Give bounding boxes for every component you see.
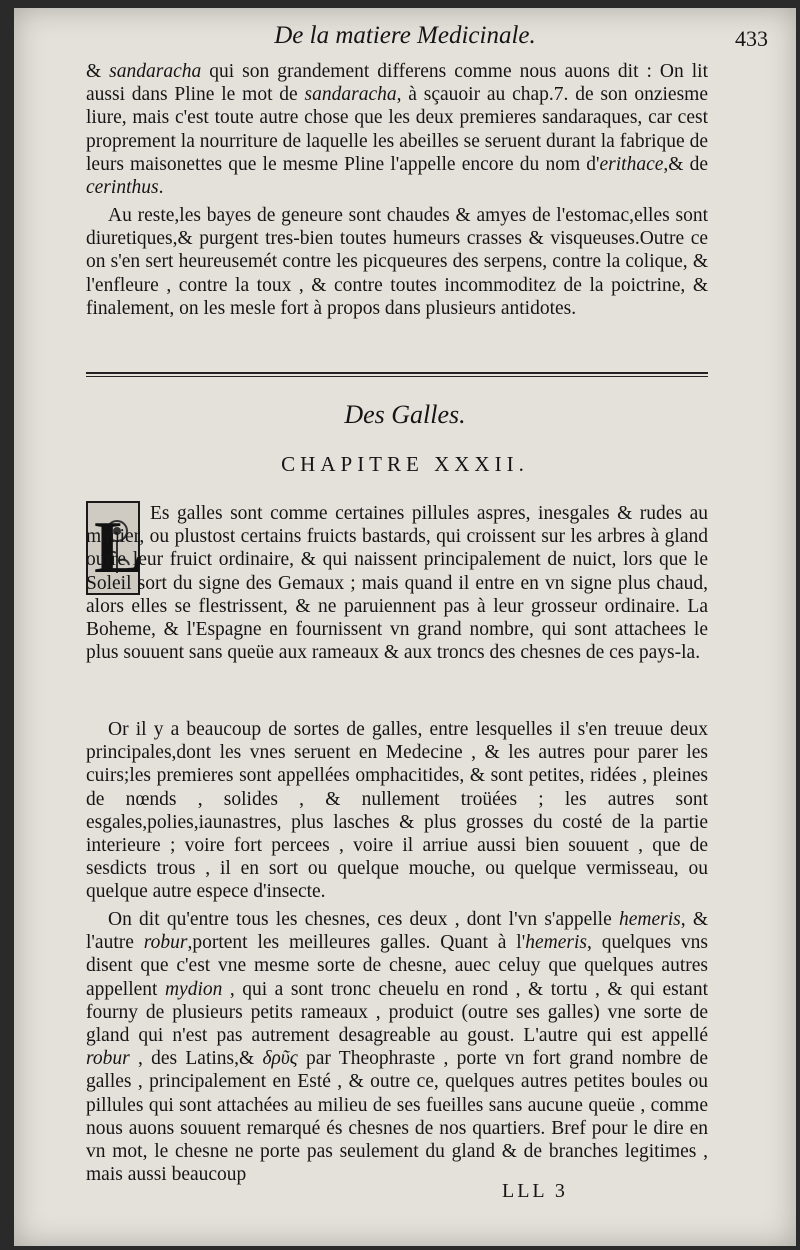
page-header <box>14 22 796 62</box>
chapter-paragraph-1: Es galles sont comme certaines pillules aspres, inesgales & rudes au manier, ou plustost certains fruicts bastards, qui croissent sur les arbres à gland outre leur fruict ordinaire, & qui naissent principalement de nuict, lors que le Soleil sort du signe des Gemaux ; mais quand il entre en vn signe plus chaud, alors elles se flestrissent, & ne paruiennent pas à leur grosseur ordinaire. La Boheme, & l'Espagne en fournissent vn grand nombre, qui sont attachees le plus souuent sans queüe aux rameaux & aux troncs des chesnes de ces pays-la. <box>86 503 708 664</box>
italic-term: mydion <box>164 978 223 1000</box>
running-title: De la matiere Medicinale. <box>274 22 536 49</box>
italic-term: robur <box>143 932 188 954</box>
italic-term: hemeris <box>525 932 587 954</box>
italic-term: erithace <box>599 153 664 175</box>
book-page <box>14 8 796 1246</box>
italic-term: sandaracha <box>304 84 397 106</box>
italic-term: hemeris <box>618 909 681 930</box>
intro-paragraph-2: Au reste,les bayes de geneure sont chaudes & amyes de l'estomac,elles sont diuretiques,& purgent tres-bien toutes humeurs crasses & visqueuses.Outre ce on s'en sert heureusemét contre les picqueures des serpens, contre la colique, & l'enfleure , contre la toux , & contre toutes incommoditez de la poictrine, & finalement, on les mesle fort à propos dans plusieurs antidotes. <box>86 205 708 319</box>
chapter-heading: CHAPITRE XXXII. <box>281 452 529 476</box>
section-divider-rule <box>86 372 708 377</box>
section-title: Des Galles. <box>344 400 466 429</box>
chapter-paragraph-2: Or il y a beaucoup de sortes de galles, entre lesquelles il s'en treuue deux principales,dont les vnes seruent en Medecine , & les autres pour parer les cuirs;les premieres sont appellées omphacitides, & sont petites, ridées , pleines de nœnds , solides , & nullement troüées ; les autres sont esgales,polies,iaunastres, plus lasches & plus grosses du costé de la partie interieure ; voire fort percees , voire il arriue aussi bien souuent , que de sesdicts trous , il en sort ou quelque mouche, ou quelque vermisseau, ou quelque autre espece d'insecte. <box>86 719 708 903</box>
drop-cap-letter: L <box>94 507 144 589</box>
italic-term: cerinthus <box>86 177 159 199</box>
italic-term: robur <box>86 1048 130 1070</box>
italic-term: δρῦς <box>262 1048 298 1070</box>
signature-mark: LLL 3 <box>502 1180 568 1202</box>
page-number: 433 <box>735 26 768 51</box>
italic-term: sandaracha <box>109 61 202 82</box>
intro-paragraph-1: & sandaracha qui son grandement differens comme nous auons dit : On lit aussi dans Pline le mot de sandaracha, à sçauoir au chap.7. de son onziesme liure, mais c'est toute autre chose que les deux premieres sandaraques, car cest proprement la nourriture de laquelle les abeilles se seruent durant la fabrique de leurs maisonettes que le mesme Pline l'appelle encore du nom d'erithace,& de cerinthus. <box>86 61 709 199</box>
chapter-paragraph-3: On dit qu'entre tous les chesnes, ces deux , dont l'vn s'appelle hemeris, & l'autre robur,portent les meilleures galles. Quant à l'hemeris, quelques vns disent que c'est vne mesme sorte de chesne, auec celuy que quelques autres appellent mydion , qui a sont tronc cheuelu en rond , & tortu , & qui estant fourny de plusieurs petits rameaux , produict (outre ses galles) vne sorte de gland qui n'est pas autrement desagreable au goust. L'autre qui est appellé robur , des Latins,& δρῦς par Theophraste , porte vn fort grand nombre de galles , principalement en Esté , & outre ce, quelques autres petites boules ou pillules qui sont attachées au milieu de ses fueilles sans aucune queüe , comme nous auons souuent remarqué és chesnes de nos quartiers. Bref pour le dire en vn mot, le chesne ne porte pas seulement du gland & de branches legitimes , mais aussi beaucoup <box>86 909 709 1186</box>
